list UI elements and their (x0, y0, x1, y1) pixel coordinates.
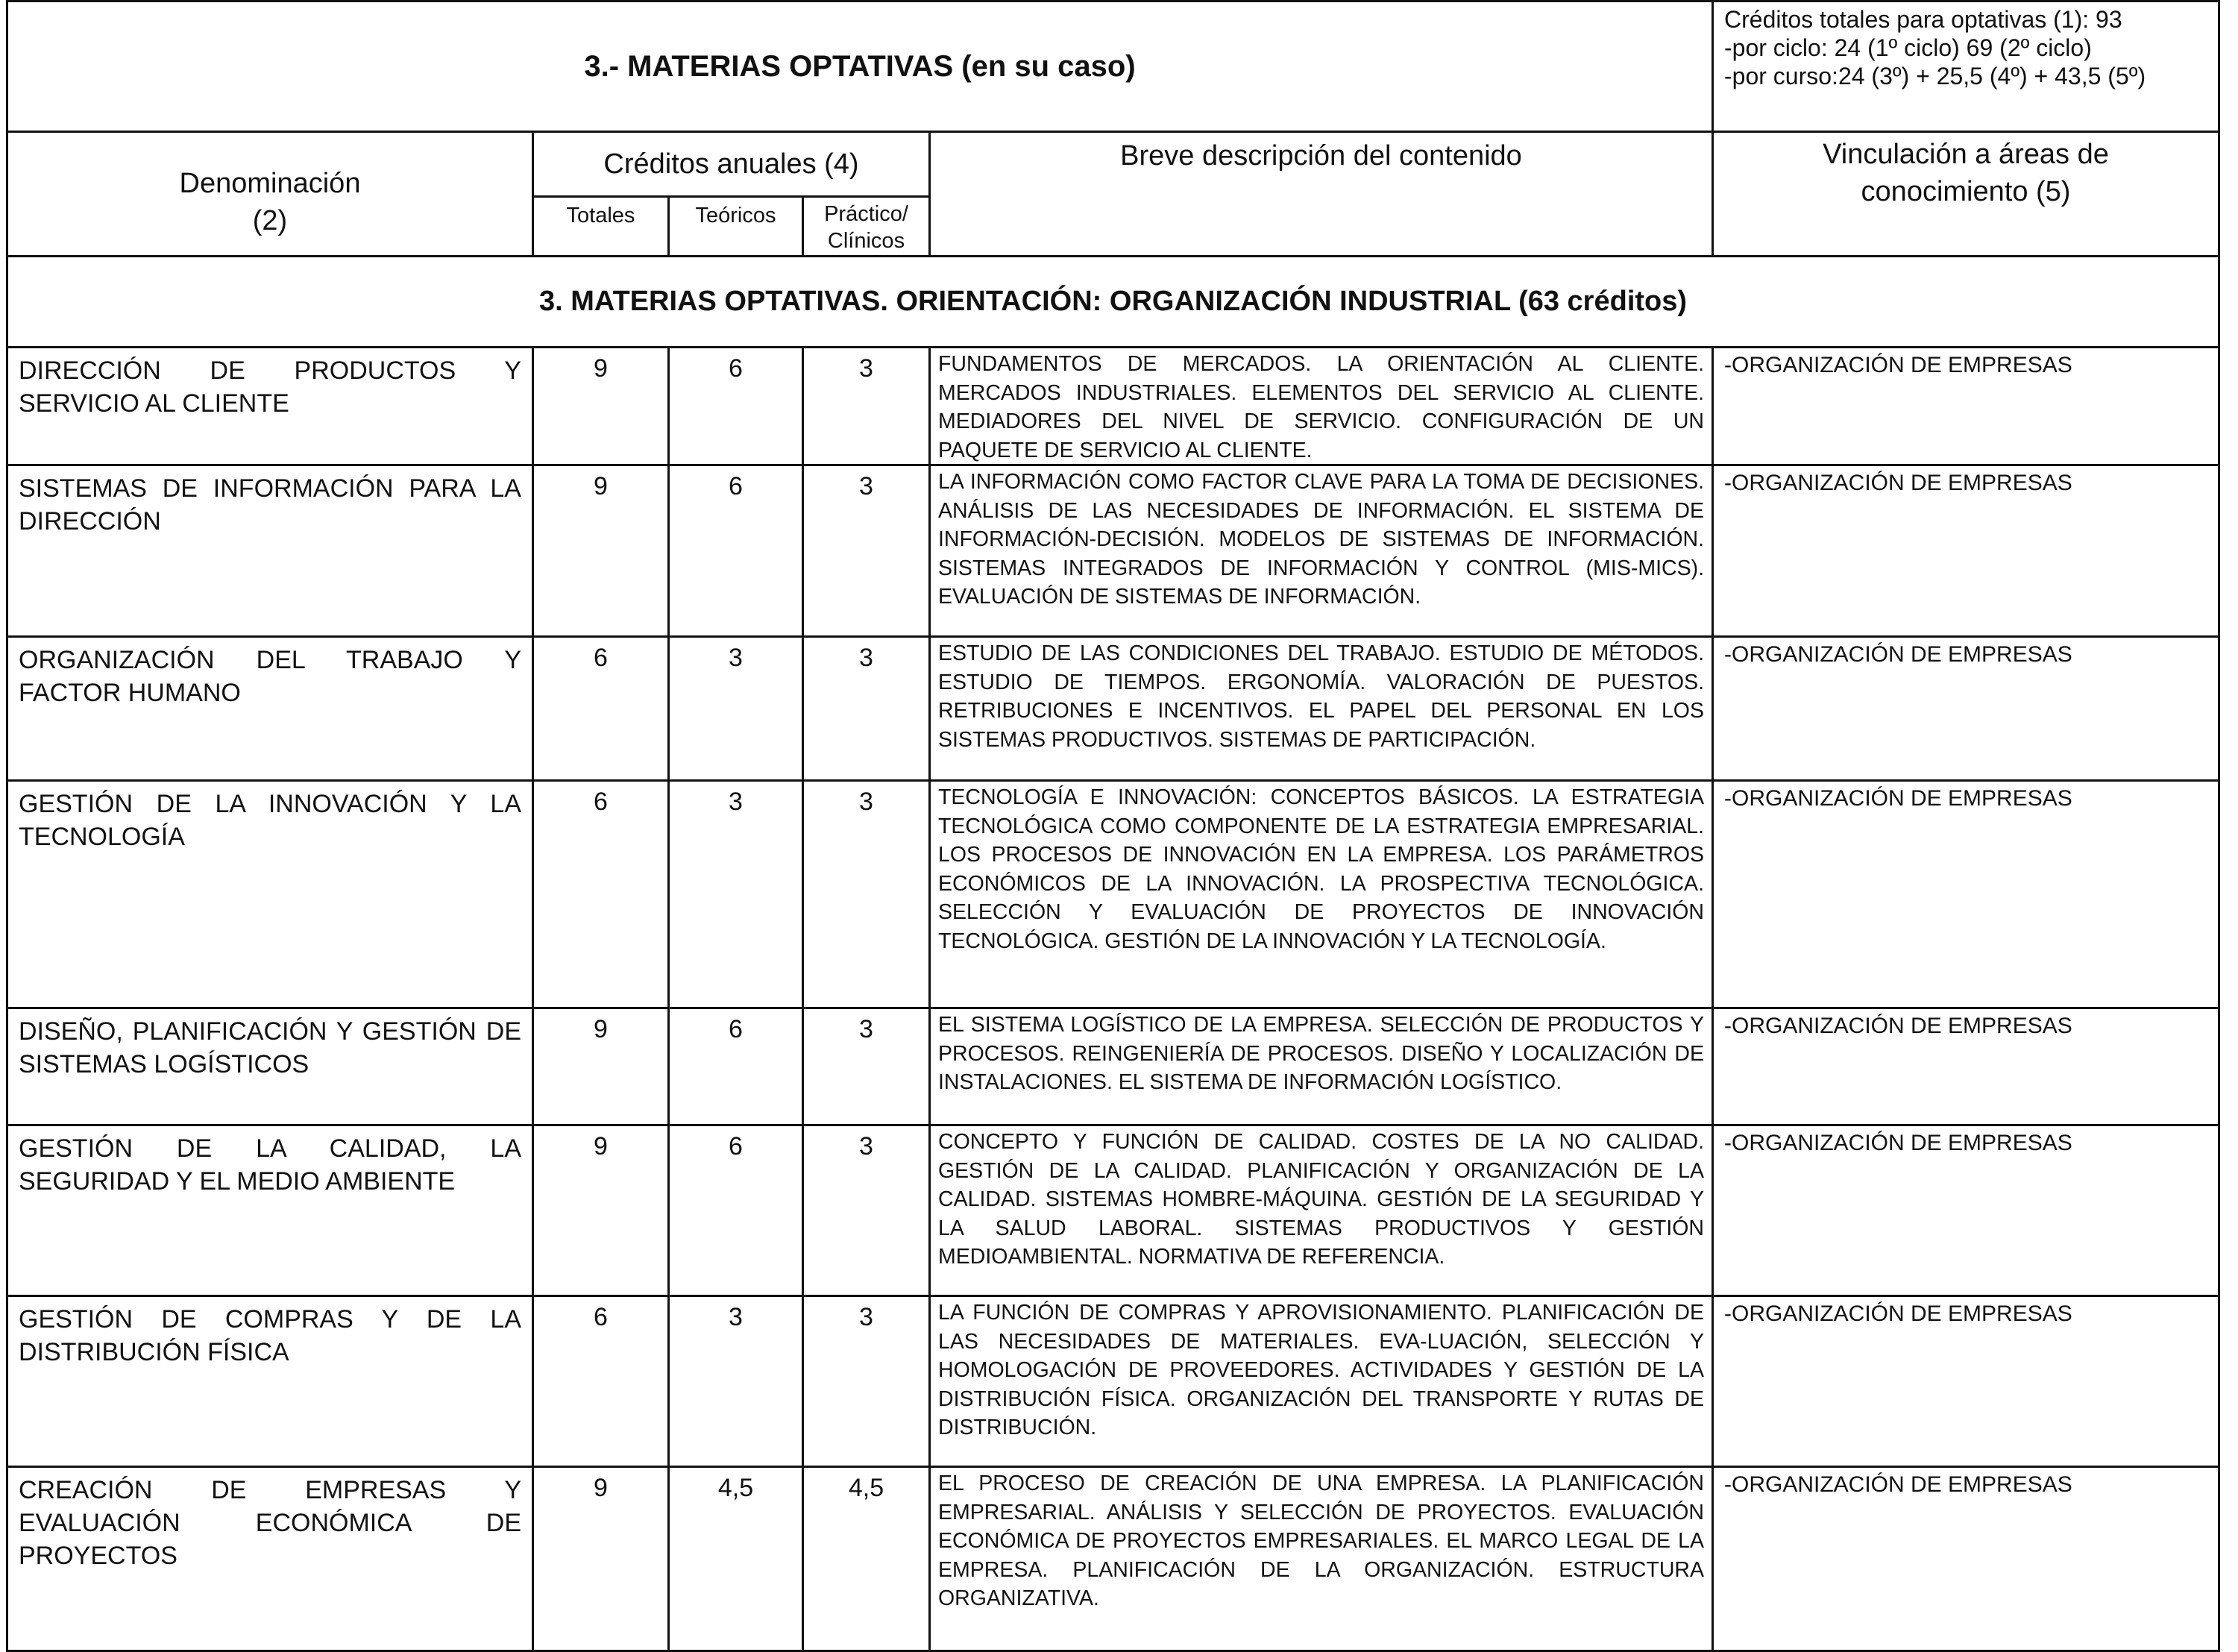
section-title: 3. MATERIAS OPTATIVAS. ORIENTACIÓN: ORGANIZACIÓN INDUSTRIAL (63 créditos) (538, 286, 1688, 317)
credits-total-value: 9 (532, 346, 670, 466)
credits-theory-value: 3 (667, 635, 804, 782)
subject-name: GESTIÓN DE LA CALIDAD, LA SEGURIDAD Y EL MEDIO AMBIENTE (6, 1124, 534, 1297)
knowledge-area: -ORGANIZACIÓN DE EMPRESAS (1711, 346, 2220, 466)
page-title: 3.- MATERIAS OPTATIVAS (en su caso) (584, 49, 1136, 83)
credits-practice-value: 3 (802, 1007, 931, 1126)
header-creditos-label: Créditos anuales (4) (603, 148, 859, 180)
subject-description: CONCEPTO Y FUNCIÓN DE CALIDAD. COSTES DE LA NO CALIDAD. GESTIÓN DE LA CALIDAD. PLANIFICACIÓN Y ORGANIZACIÓN DE LA CALIDAD. SISTEMAS HOMBRE-MÁQUINA. GESTIÓN DE LA SEGURIDAD Y LA SALUD LABORAL. SISTEMAS PRODUCTIVOS Y GESTIÓN MEDIOAMBIENTAL. NORMATIVA DE REFERENCIA. (928, 1124, 1714, 1297)
header-totales (532, 195, 670, 257)
credits-summary-cell (1711, 0, 2220, 133)
subject-name: CREACIÓN DE EMPRESAS Y EVALUACIÓN ECONÓMICA DE PROYECTOS (6, 1466, 534, 1652)
credits-total: Créditos totales para optativas (1): 93 (1724, 6, 2122, 33)
subject-description: FUNDAMENTOS DE MERCADOS. LA ORIENTACIÓN AL CLIENTE. MERCADOS INDUSTRIALES. ELEMENTOS DEL SERVICIO AL CLIENTE. MEDIADORES DEL NIVEL DE SERVICIO. CONFIGURACIÓN DE UN PAQUETE DE SERVICIO AL CLIENTE. (928, 346, 1714, 466)
credits-practice-value: 3 (802, 779, 931, 1009)
subject-name: GESTIÓN DE LA INNOVACIÓN Y LA TECNOLOGÍA (6, 779, 534, 1009)
header-totales-label: Totales (566, 204, 635, 227)
title-cell (6, 0, 1714, 133)
credits-theory-value: 6 (667, 1124, 804, 1297)
header-teoricos (667, 195, 804, 257)
knowledge-area: -ORGANIZACIÓN DE EMPRESAS (1711, 1124, 2220, 1297)
header-creditos-anuales (532, 131, 931, 198)
header-denominacion-note: (2) (252, 205, 288, 236)
knowledge-area: -ORGANIZACIÓN DE EMPRESAS (1711, 779, 2220, 1009)
knowledge-area: -ORGANIZACIÓN DE EMPRESAS (1711, 1007, 2220, 1126)
header-practicos (802, 195, 931, 257)
subject-description: ESTUDIO DE LAS CONDICIONES DEL TRABAJO. ESTUDIO DE MÉTODOS. ESTUDIO DE TIEMPOS. ERGONOMÍA. VALORACIÓN DE PUESTOS. RETRIBUCIONES E INCENTIVOS. EL PAPEL DEL PERSONAL EN LOS SISTEMAS PRODUCTIVOS. SISTEMAS DE PARTICIPACIÓN. (928, 635, 1714, 782)
subject-description: LA FUNCIÓN DE COMPRAS Y APROVISIONAMIENTO. PLANIFICACIÓN DE LAS NECESIDADES DE MATERIALES. EVA-LUACIÓN, SELECCIÓN Y HOMOLOGACIÓN DE PROVEEDORES. ACTIVIDADES Y GESTIÓN DE LA DISTRIBUCIÓN FÍSICA. ORGANIZACIÓN DEL TRANSPORTE Y RUTAS DE DISTRIBUCIÓN. (928, 1295, 1714, 1468)
credits-total-value: 6 (532, 635, 670, 782)
credits-total-value: 6 (532, 779, 670, 1009)
header-vinculacion-line1: Vinculación a áreas de (1823, 139, 2109, 170)
header-practicos-line2: Clínicos (827, 229, 905, 253)
credits-theory-value: 6 (667, 346, 804, 466)
credits-practice-value: 3 (802, 635, 931, 782)
knowledge-area: -ORGANIZACIÓN DE EMPRESAS (1711, 635, 2220, 782)
knowledge-area: -ORGANIZACIÓN DE EMPRESAS (1711, 1466, 2220, 1652)
credits-practice-value: 3 (802, 464, 931, 638)
credits-practice-value: 3 (802, 1124, 931, 1297)
subject-description: EL SISTEMA LOGÍSTICO DE LA EMPRESA. SELECCIÓN DE PRODUCTOS Y PROCESOS. REINGENIERÍA DE PROCESOS. DISEÑO Y LOCALIZACIÓN DE INSTALACIONES. EL SISTEMA DE INFORMACIÓN LOGÍSTICO. (928, 1007, 1714, 1126)
credits-total-value: 9 (532, 464, 670, 638)
header-vinculacion-line2: conocimiento (5) (1861, 176, 2071, 207)
credits-practice-value: 3 (802, 1295, 931, 1468)
subject-name: GESTIÓN DE COMPRAS Y DE LA DISTRIBUCIÓN FÍSICA (6, 1295, 534, 1468)
credits-theory-value: 3 (667, 1295, 804, 1468)
credits-theory-value: 6 (667, 464, 804, 638)
header-denominacion (6, 131, 534, 257)
header-denominacion-label: Denominación (179, 168, 361, 199)
credits-practice-value: 3 (802, 346, 931, 466)
knowledge-area: -ORGANIZACIÓN DE EMPRESAS (1711, 464, 2220, 638)
subject-description: EL PROCESO DE CREACIÓN DE UNA EMPRESA. LA PLANIFICACIÓN EMPRESARIAL. ANÁLISIS Y SELECCIÓN DE PROYECTOS. EVALUACIÓN ECONÓMICA DE PROYECTOS EMPRESARIALES. EL MARCO LEGAL DE LA EMPRESA. PLANIFICACIÓN DE LA ORGANIZACIÓN. ESTRUCTURA ORGANIZATIVA. (928, 1466, 1714, 1652)
subject-name: ORGANIZACIÓN DEL TRABAJO Y FACTOR HUMANO (6, 635, 534, 782)
header-descripcion-label: Breve descripción del contenido (1120, 140, 1522, 172)
credits-per-course: -por curso:24 (3º) + 25,5 (4º) + 43,5 (5º) (1724, 63, 2146, 89)
subject-description: TECNOLOGÍA E INNOVACIÓN: CONCEPTOS BÁSICOS. LA ESTRATEGIA TECNOLÓGICA COMO COMPONENTE DE LA ESTRATEGIA EMPRESARIAL. LOS PROCESOS DE INNOVACIÓN EN LA EMPRESA. LOS PARÁMETROS ECONÓMICOS DE LA INNOVACIÓN. LA PROSPECTIVA TECNOLÓGICA. SELECCIÓN Y EVALUACIÓN DE PROYECTOS DE INNOVACIÓN TECNOLÓGICA. GESTIÓN DE LA INNOVACIÓN Y LA TECNOLOGÍA. (928, 779, 1714, 1009)
credits-total-value: 9 (532, 1124, 670, 1297)
subject-name: SISTEMAS DE INFORMACIÓN PARA LA DIRECCIÓN (6, 464, 534, 638)
knowledge-area: -ORGANIZACIÓN DE EMPRESAS (1711, 1295, 2220, 1468)
credits-practice-value: 4,5 (802, 1466, 931, 1652)
credits-per-cycle: -por ciclo: 24 (1º ciclo) 69 (2º ciclo) (1724, 34, 2092, 61)
header-vinculacion (1711, 131, 2220, 257)
credits-total-value: 9 (532, 1007, 670, 1126)
credits-theory-value: 6 (667, 1007, 804, 1126)
header-teoricos-label: Teóricos (695, 204, 776, 227)
header-descripcion (928, 131, 1714, 257)
credits-theory-value: 4,5 (667, 1466, 804, 1652)
subject-name: DISEÑO, PLANIFICACIÓN Y GESTIÓN DE SISTEMAS LOGÍSTICOS (6, 1007, 534, 1126)
credits-total-value: 9 (532, 1466, 670, 1652)
header-practicos-line1: Práctico/ (824, 202, 908, 226)
credits-total-value: 6 (532, 1295, 670, 1468)
subject-description: LA INFORMACIÓN COMO FACTOR CLAVE PARA LA TOMA DE DECISIONES. ANÁLISIS DE LAS NECESIDADES DE INFORMACIÓN. EL SISTEMA DE INFORMACIÓN-DECISIÓN. MODELOS DE SISTEMAS DE INFORMACIÓN. SISTEMAS INTEGRADOS DE INFORMACIÓN Y CONTROL (MIS-MICS). EVALUACIÓN DE SISTEMAS DE INFORMACIÓN. (928, 464, 1714, 638)
subject-name: DIRECCIÓN DE PRODUCTOS Y SERVICIO AL CLIENTE (6, 346, 534, 466)
section-title-cell (6, 255, 2220, 348)
credits-theory-value: 3 (667, 779, 804, 1009)
